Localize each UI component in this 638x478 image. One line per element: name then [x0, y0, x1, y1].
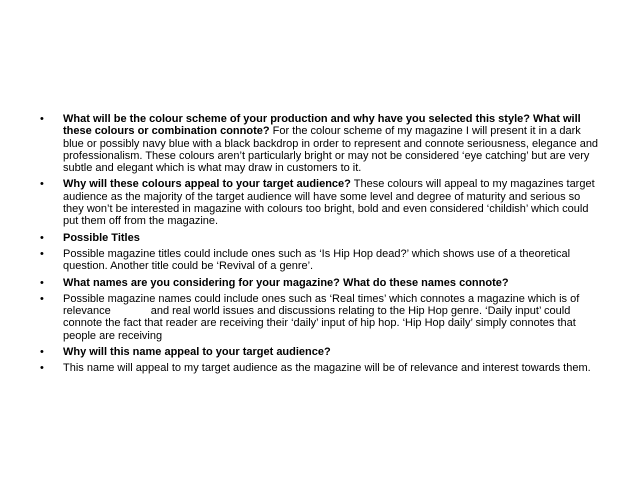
- heading-possible-titles: Possible Titles: [63, 231, 140, 244]
- bullet-name-appeal-question: [40, 346, 600, 358]
- answer-colour-appeal: These colours will appeal to my magazines target audience as the majority of the target audience will have some level and degree of maturity and serious so they won’t be interested in magazine with colours too bright, bold and even considered ‘childish’ which could put them off from the magazine.: [63, 178, 595, 228]
- answer-name-ideas-part2: and real world issues and discussions relating to the Hip Hop genre. ‘Daily input’ could connote the fact that reader are receiving their ‘daily’ input of hip hop. ‘Hip Hop daily’ simply connotes that people are receiving: [63, 305, 576, 342]
- bullet-possible-titles: [40, 232, 600, 244]
- answer-colour-scheme: For the colour scheme of my magazine I will present it in a dark blue or possibly navy blue with a black backdrop in order to represent and connote seriousness, elegance and professionalism. These colours aren’t particularly bright or may not be considered ‘eye catching’ but are very subtle and elegant which is what may draw in customers to it.: [63, 125, 599, 175]
- answer-title-ideas: Possible magazine titles could include ones such as ‘Is Hip Hop dead?’ which shows use of a theoretical question. Another title could be ‘Revival of a genre’.: [63, 247, 571, 273]
- question-names: What names are you considering for your magazine? What do these names connote?: [63, 276, 509, 289]
- bullet-name-appeal-answer: [40, 362, 600, 374]
- bullet-title-ideas: [40, 248, 600, 273]
- question-colour-scheme: What will be the colour scheme of your production and why have you selected this style? What will these colours or combination connote?: [63, 113, 581, 138]
- bullet-colour-scheme: [40, 113, 600, 174]
- question-name-appeal: Why will this name appeal to your target audience?: [63, 346, 331, 359]
- bullet-colour-appeal: [40, 178, 600, 227]
- bullet-list: [40, 113, 600, 379]
- answer-name-appeal: This name will appeal to my target audience as the magazine will be of relevance and interest towards them.: [63, 362, 591, 375]
- answer-name-ideas-part1: Possible magazine names could include ones such as ‘Real times’ which connotes a magazine which is of relevance: [63, 292, 580, 318]
- bullet-names-question: [40, 277, 600, 289]
- bullet-name-ideas: [40, 293, 600, 342]
- question-colour-appeal: Why will these colours appeal to your target audience?: [63, 178, 351, 191]
